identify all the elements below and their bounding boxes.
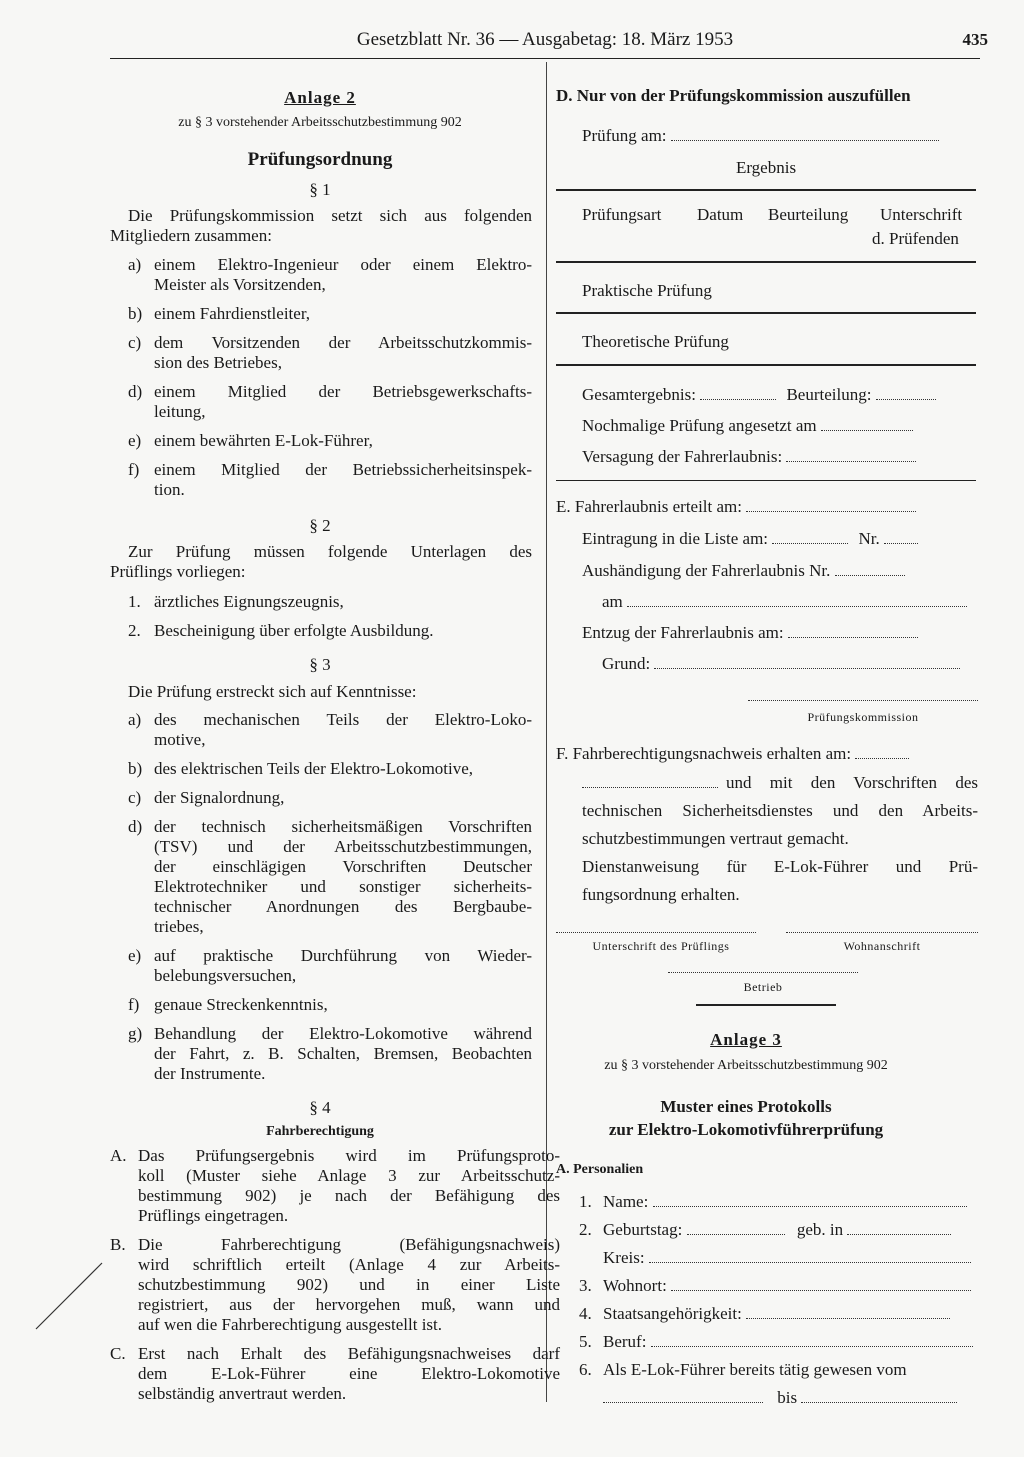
p1-item-label: e) — [128, 431, 142, 450]
p1-item-text: sion des Betriebes, — [154, 353, 282, 372]
p3-item-text: triebes, — [154, 917, 204, 936]
p1-item-text: dem Vorsitzenden der Arbeitsschutzkommis- — [154, 333, 532, 352]
p3-item-text: (TSV) und der Arbeitsschutzbestimmungen, — [154, 837, 532, 856]
p3-item-text: des mechanischen Teils der Elektro-Loko- — [154, 710, 532, 729]
nochmalige-row: Nochmalige Prüfung angesetzt am — [582, 416, 913, 436]
entzug-row: Entzug der Fahrerlaubnis am: — [582, 623, 918, 643]
p4-item-text: selbständig anvertraut werden. — [138, 1384, 347, 1403]
header-rule — [110, 58, 980, 59]
aushaendigung-row: Aushändigung der Fahrerlaubnis Nr. — [582, 561, 905, 581]
p3-item-text: der Instrumente. — [154, 1064, 266, 1083]
col-datum: Datum — [697, 205, 744, 224]
p4-item-label: C. — [110, 1344, 126, 1363]
p1-item-label: b) — [128, 304, 143, 323]
p4-item-text: registriert, aus der hervorgehen muß, wann und — [138, 1295, 560, 1314]
eintragung-nr-field[interactable] — [884, 529, 918, 544]
section-d-title: D. Nur von der Prüfungskommission auszufüllen — [556, 86, 911, 105]
rule-5 — [556, 480, 976, 481]
p1-item-label: a) — [128, 255, 142, 274]
p3-item-label: d) — [128, 817, 143, 836]
section-2-heading: § 2 — [309, 516, 331, 535]
eintragung-row: Eintragung in die Liste am: Nr. — [582, 529, 918, 549]
p1-item-label: f) — [128, 460, 140, 479]
field-staatsangehoerigkeit: 4. Staatsangehörigkeit: — [579, 1304, 950, 1324]
anlage-2-title: Anlage 2 — [284, 88, 356, 107]
p3-item-text: der Fahrt, z. B. Schalten, Bremsen, Beobachten — [154, 1044, 532, 1063]
f-line-6: fungsordnung erhalten. — [582, 885, 740, 904]
f-line-2-field[interactable] — [582, 773, 718, 788]
betrieb-label: Betrieb — [743, 980, 783, 994]
pencil-slash-mark — [30, 1255, 110, 1335]
field-name: 1. Name: — [579, 1192, 967, 1212]
col-unterschrift: Unterschrift — [880, 205, 963, 224]
pruefung-am-label: Prüfung am: — [582, 126, 939, 146]
p3-intro: Die Prüfung erstreckt sich auf Kenntnisse: — [128, 682, 417, 701]
wohnort-input[interactable] — [671, 1276, 971, 1291]
field-taetig-dates: bis — [603, 1388, 957, 1408]
p3-item-text: motive, — [154, 730, 206, 749]
entzug-field[interactable] — [788, 623, 918, 638]
wohnanschrift-line[interactable] — [786, 918, 978, 938]
field-taetig: 6. Als E-Lok-Führer bereits tätig gewesen vom — [579, 1360, 907, 1379]
field-wohnort: 3. Wohnort: — [579, 1276, 971, 1296]
beruf-input[interactable] — [651, 1332, 973, 1347]
page-number: 435 — [962, 30, 988, 49]
field-geburtstag: 2. Geburtstag: geb. in — [579, 1220, 951, 1240]
p3-item-text: technischer Anordnungen des Bergbaube- — [154, 897, 532, 916]
grund-field[interactable] — [654, 654, 960, 669]
p3-item-text: Elektrotechniker und sonstiger sicherheits- — [154, 877, 532, 896]
rule-1 — [556, 189, 976, 191]
p3-item-text: auf praktische Durchführung von Wieder- — [154, 946, 532, 965]
short-rule — [696, 1004, 836, 1006]
versagung-field[interactable] — [786, 447, 916, 462]
p3-item-text: der technisch sicherheitsmäßigen Vorschriften — [154, 817, 532, 836]
col-pruefungsart: Prüfungsart — [582, 205, 662, 224]
pruefung-am-field[interactable] — [671, 126, 939, 141]
name-input[interactable] — [653, 1192, 967, 1207]
p4-item-text: Das Prüfungsergebnis wird im Prüfungsproto- — [138, 1146, 560, 1165]
f-line-3: technischen Sicherheitsdienstes und den Arbeits- — [582, 801, 978, 820]
am-field[interactable] — [627, 592, 967, 607]
section-4-heading: § 4 — [309, 1098, 331, 1117]
gesamtergebnis-row: Gesamtergebnis: Beurteilung: — [582, 385, 936, 405]
p4-item-text: bestimmung 902) je nach der Befähigung des — [138, 1186, 560, 1205]
p1-item-text: einem Mitglied der Betriebssicherheitsinspek- — [154, 460, 532, 479]
p3-item-text: des elektrischen Teils der Elektro-Lokomotive, — [154, 759, 474, 778]
praktische-pruefung: Praktische Prüfung — [582, 281, 712, 300]
eintragung-field[interactable] — [772, 529, 848, 544]
geburtstag-input[interactable] — [687, 1220, 785, 1235]
p2-intro-line-2: Prüflings vorliegen: — [110, 562, 246, 581]
nochmalige-field[interactable] — [821, 416, 913, 431]
grund-row: Grund: — [602, 654, 960, 674]
rule-2 — [556, 261, 976, 263]
p4-item-text: dem E-Lok-Führer eine Elektro-Lokomotive — [138, 1364, 560, 1383]
p2-intro-line-1: Zur Prüfung müssen folgende Unterlagen des — [128, 542, 532, 561]
aushaendigung-field[interactable] — [835, 561, 905, 576]
section-1-heading: § 1 — [309, 180, 331, 199]
p1-intro-line-2: Mitgliedern zusammen: — [110, 226, 272, 245]
personalien-title: A. Personalien — [556, 1162, 644, 1177]
p3-item-label: g) — [128, 1024, 143, 1043]
theoretische-pruefung: Theoretische Prüfung — [582, 332, 729, 351]
rule-3 — [556, 312, 976, 314]
section-3-heading: § 3 — [309, 655, 331, 674]
p3-item-label: e) — [128, 946, 142, 965]
betrieb-line[interactable] — [668, 958, 858, 978]
p1-item-text: einem Mitglied der Betriebsgewerkschafts- — [154, 382, 532, 401]
p1-item-text: einem Fahrdienstleiter, — [154, 304, 311, 323]
f-line-2: und mit den Vorschriften des — [582, 773, 978, 793]
anlage-2-subtitle: zu § 3 vorstehender Arbeitsschutzbestimmung 902 — [178, 115, 462, 130]
ergebnis-label: Ergebnis — [735, 158, 797, 177]
field-kreis: Kreis: — [603, 1248, 971, 1268]
anlage-3-title: Anlage 3 — [710, 1030, 782, 1049]
p4-item-text: Die Fahrberechtigung (Befähigungsnachweis) — [138, 1235, 560, 1254]
col-beurteilung: Beurteilung — [768, 205, 849, 224]
p1-item-text: leitung, — [154, 402, 206, 421]
geburtsort-input[interactable] — [847, 1220, 951, 1235]
kommission-signature-line[interactable] — [748, 686, 978, 706]
staatsangehoerigkeit-input[interactable] — [746, 1304, 950, 1319]
p3-item-label: a) — [128, 710, 142, 729]
f-line-5: Dienstanweisung für E-Lok-Führer und Prü- — [582, 857, 978, 876]
field-beruf: 5. Beruf: — [579, 1332, 973, 1352]
rule-4 — [556, 364, 976, 366]
p4-item-text: wird schriftlich erteilt (Anlage 4 zur Arbeits- — [138, 1255, 560, 1274]
fahrberechtigung-title: Fahrberechtigung — [266, 1124, 374, 1139]
p4-item-text: Prüflings eingetragen. — [138, 1206, 289, 1225]
taetig-bis-input[interactable] — [801, 1388, 957, 1403]
p3-item-text: der Signalordnung, — [154, 788, 285, 807]
p3-item-text: Behandlung der Elektro-Lokomotive während — [154, 1024, 532, 1043]
beurteilung-field[interactable] — [876, 385, 936, 400]
e-erteilt-row: E. Fahrerlaubnis erteilt am: — [556, 497, 916, 517]
p4-item-label: B. — [110, 1235, 126, 1254]
p3-item-text: genaue Streckenkenntnis, — [154, 995, 328, 1014]
muster-heading-2: zur Elektro-Lokomotivführerprüfung — [608, 1120, 884, 1139]
e-erteilt-field[interactable] — [746, 497, 916, 512]
page-header — [110, 29, 988, 54]
f-line-1: F. Fahrberechtigungsnachweis erhalten am: — [556, 744, 909, 764]
p3-item-label: c) — [128, 788, 142, 807]
anlage-3-subtitle: zu § 3 vorstehender Arbeitsschutzbestimmung 902 — [604, 1058, 888, 1073]
kreis-input[interactable] — [649, 1248, 971, 1263]
muster-heading-1: Muster eines Protokolls — [660, 1097, 832, 1116]
p1-item-label: c) — [128, 333, 142, 352]
versagung-row: Versagung der Fahrerlaubnis: — [582, 447, 916, 467]
p4-item-text: Erst nach Erhalt des Befähigungsnachweises darf — [138, 1344, 560, 1363]
wohnanschrift-label: Wohnanschrift — [843, 939, 921, 953]
p3-item-text: belebungsversuchen, — [154, 966, 297, 985]
p4-item-text: koll (Muster siehe Anlage 3 zur Arbeitsschutz- — [138, 1166, 560, 1185]
gesamtergebnis-field[interactable] — [700, 385, 776, 400]
p1-item-label: d) — [128, 382, 143, 401]
p3-item-label: b) — [128, 759, 143, 778]
p4-item-text: schutzbestimmung 902) und in einer Liste — [138, 1275, 560, 1294]
am-row: am — [602, 592, 967, 612]
col-sub-pruefenden: d. Prüfenden — [872, 229, 959, 248]
p3-item-label: f) — [128, 995, 140, 1014]
header-title: Gesetzblatt Nr. 36 — Ausgabetag: 18. März 1953 — [356, 29, 734, 50]
p3-item-text: der einschlägigen Vorschriften Deutscher — [154, 857, 532, 876]
unterschrift-line[interactable] — [556, 918, 756, 938]
pruefungskommission-label: Prüfungskommission — [807, 710, 919, 724]
unterschrift-label: Unterschrift des Prüflings — [592, 939, 730, 953]
p1-item-text: tion. — [154, 480, 185, 499]
p4-item-label: A. — [110, 1146, 127, 1165]
pruefungsordnung-heading: Prüfungsordnung — [247, 149, 393, 170]
taetig-von-input[interactable] — [603, 1388, 763, 1403]
f-line-4: schutzbestimmungen vertraut gemacht. — [582, 829, 849, 848]
f-erhalten-field[interactable] — [855, 744, 909, 759]
p1-item-text: einem Elektro-Ingenieur oder einem Elektro- — [154, 255, 532, 274]
p1-item-text: Meister als Vorsitzenden, — [154, 275, 326, 294]
p1-intro-line-1: Die Prüfungskommission setzt sich aus folgenden — [128, 206, 532, 225]
p1-item-text: einem bewährten E-Lok-Führer, — [154, 431, 373, 450]
p4-item-text: auf wen die Fahrberechtigung ausgestellt ist. — [138, 1315, 443, 1334]
